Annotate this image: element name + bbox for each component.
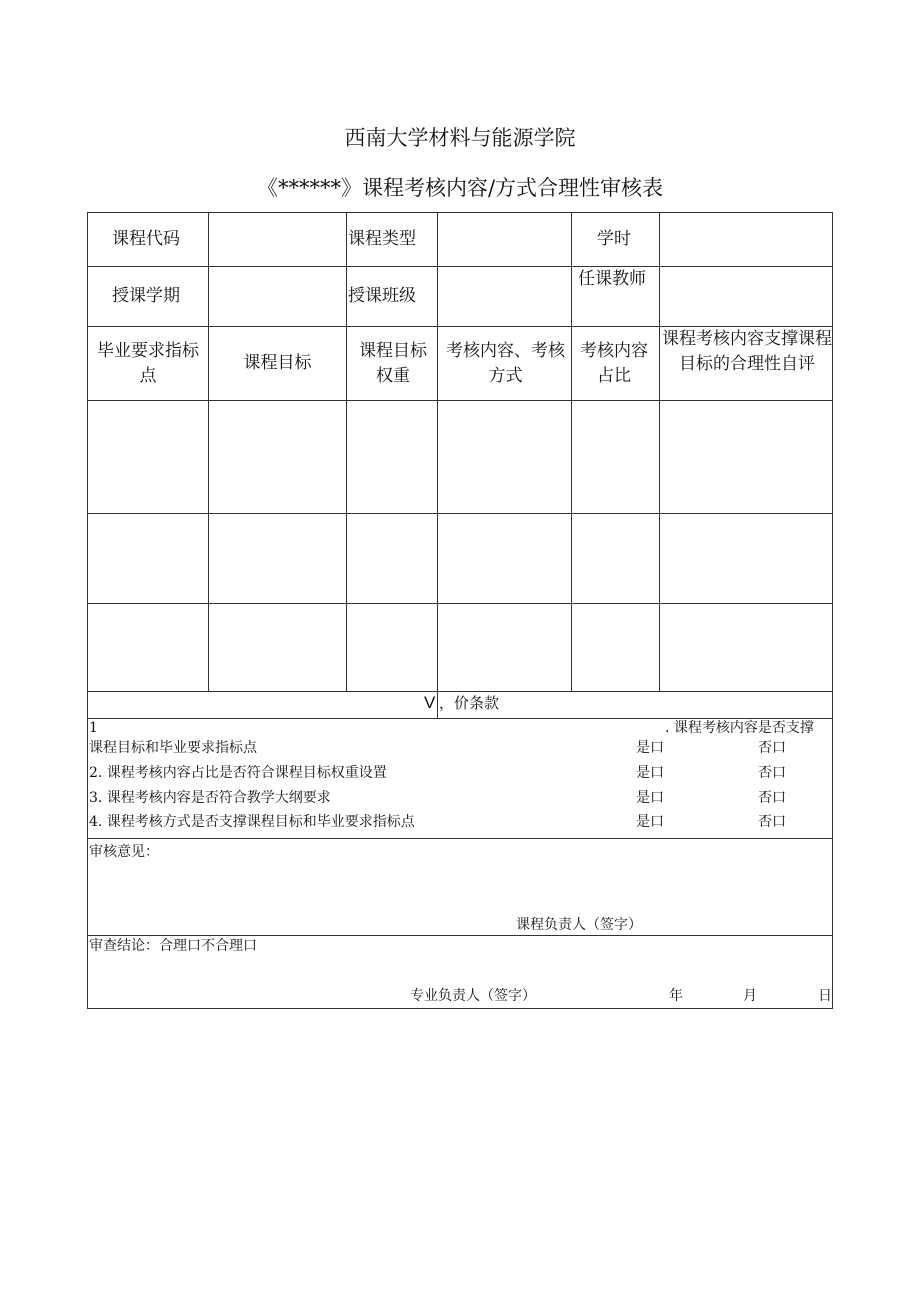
rule-data3 xyxy=(87,691,833,692)
course-type-label: 课程类型 xyxy=(348,229,416,249)
col-self-eval-header: 课程考核内容支撑课程目标的合理性自评 xyxy=(662,329,832,374)
eval-heading-mark: V xyxy=(424,693,436,712)
rule-top xyxy=(87,212,833,213)
rule-row1 xyxy=(87,266,833,267)
review-opinion-label: 审核意见： xyxy=(89,844,159,860)
course-lead-signature: 课程负责人（签字） xyxy=(516,917,642,933)
rule-v1-top xyxy=(208,212,209,326)
conclusion-label: 审查结论：合理口不合理口 xyxy=(89,938,257,954)
col-ratio-header: 考核内容占比 xyxy=(580,341,648,386)
school-title: 西南大学材料与能源学院 xyxy=(344,126,576,150)
rule-v2-top xyxy=(346,212,347,326)
rule-data2 xyxy=(87,603,833,604)
eval-item4-yes: 是口 xyxy=(636,814,664,830)
col-objective-header: 课程目标 xyxy=(243,353,312,373)
eval-item2-no: 否口 xyxy=(758,765,786,781)
teacher-label: 任课教师 xyxy=(578,269,646,289)
col-assessment-header: 考核内容、考核方式 xyxy=(446,341,565,386)
rule-v5-top xyxy=(659,212,660,326)
rule-v4 xyxy=(571,326,572,691)
rule-v1 xyxy=(208,326,209,691)
rule-eval-items xyxy=(87,838,833,839)
col-indicator-header: 毕业要求指标点 xyxy=(97,341,199,386)
rule-v3-top xyxy=(437,212,438,326)
date-month: 月 xyxy=(743,988,757,1004)
term-label: 授课学期 xyxy=(112,286,180,306)
col-weight-header: 课程目标权重 xyxy=(359,341,427,386)
major-lead-signature: 专业负责人（签字） xyxy=(410,988,536,1004)
form-title: 《******》课程考核内容/方式合理性审核表 xyxy=(256,176,664,200)
rule-header xyxy=(87,400,833,401)
eval-item2-yes: 是口 xyxy=(636,765,664,781)
rule-data1 xyxy=(87,513,833,514)
rule-v5 xyxy=(659,326,660,691)
rule-bottom xyxy=(87,1008,833,1009)
class-label: 授课班级 xyxy=(348,286,416,306)
course-code-label: 课程代码 xyxy=(112,229,180,249)
eval-item1-no: 否口 xyxy=(758,740,786,756)
rule-v4-top xyxy=(571,212,572,326)
eval-item4-text: 4. 课程考核方式是否支撑课程目标和毕业要求指标点 xyxy=(89,814,415,830)
rule-right xyxy=(832,212,833,1008)
rule-v2 xyxy=(346,326,347,691)
rule-v3 xyxy=(437,326,438,718)
eval-item3-no: 否口 xyxy=(758,790,786,806)
date-day: 日 xyxy=(818,988,832,1004)
rule-left xyxy=(87,212,88,1008)
eval-item1-text: 课程目标和毕业要求指标点 xyxy=(89,740,257,756)
eval-item1-lead: . 课程考核内容是否支撑 xyxy=(665,720,814,736)
eval-item4-no: 否口 xyxy=(758,814,786,830)
eval-item3-yes: 是口 xyxy=(636,790,664,806)
eval-item1-number: 1 xyxy=(89,720,98,736)
date-year: 年 xyxy=(669,988,683,1004)
eval-item1-yes: 是口 xyxy=(636,740,664,756)
eval-item3-text: 3. 课程考核内容是否符合教学大纲要求 xyxy=(89,790,331,806)
rule-opinion xyxy=(87,935,833,936)
eval-item2-text: 2. 课程考核内容占比是否符合课程目标权重设置 xyxy=(89,765,387,781)
eval-heading-label: ，价条款 xyxy=(439,694,500,712)
hours-label: 学时 xyxy=(597,229,631,249)
